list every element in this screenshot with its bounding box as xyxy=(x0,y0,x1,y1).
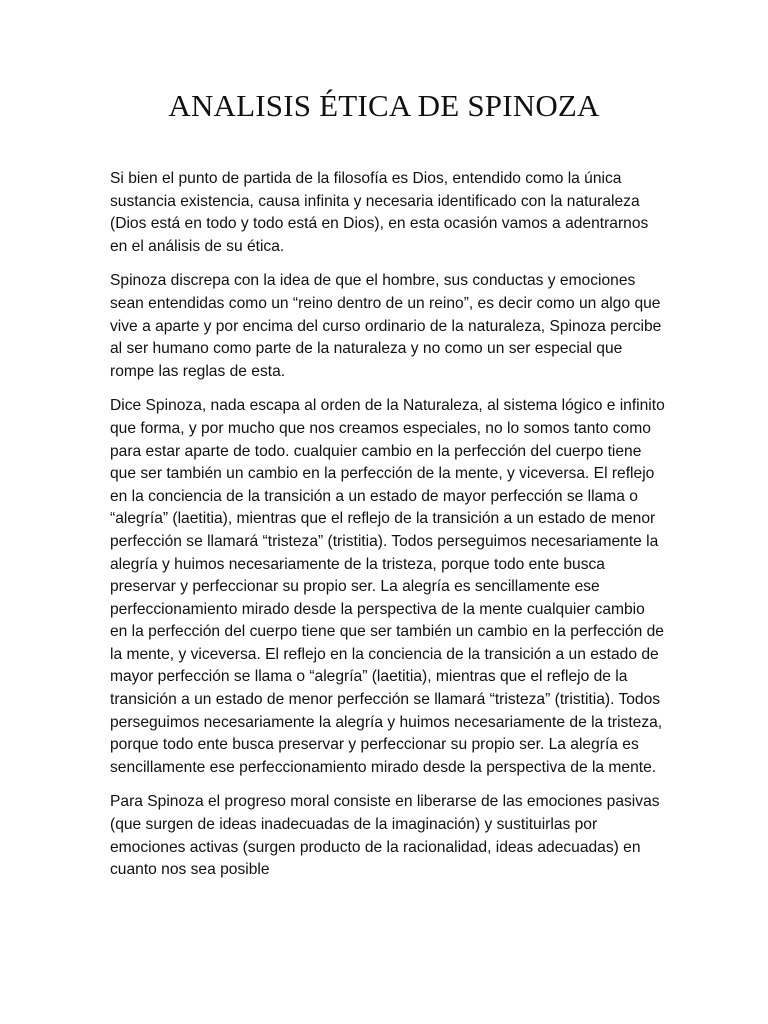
document-title: ANALISIS ÉTICA DE SPINOZA xyxy=(168,88,600,123)
paragraph-moral-progress: Para Spinoza el progreso moral consiste en liberarse de las emociones pasivas (que surgen de ideas inadecuadas de la imaginación) y sustituirlas por emociones activas (surgen producto de la racionalidad, ideas adecuadas) en cuanto nos sea posible xyxy=(110,793,660,879)
document-body xyxy=(110,168,666,894)
paragraph-emotions: Dice Spinoza, nada escapa al orden de la Naturaleza, al sistema lógico e infinito que forma, y por mucho que nos creamos especiales, no lo somos tanto como para estar aparte de todo. cualquier cambio en la perfección del cuerpo tiene que ser también un cambio en la perfección de la mente, y viceversa. El reflejo en la conciencia de la transición a un estado de mayor perfección se llama o “alegría” (laetitia), mientras que el reflejo de la transición a un estado de menor perfección se llamará “tristeza” (tristitia). Todos perseguimos necesariamente la alegría y huimos necesariamente de la tristeza, porque todo ente busca preservar y perfeccionar su propio ser. La alegría es sencillamente ese perfeccionamiento mirado desde la perspectiva de la mente cualquier cambio en la perfección del cuerpo tiene que ser también un cambio en la perfección de la mente, y viceversa. El reflejo en la conciencia de la transición a un estado de mayor perfección se llama o “alegría” (laetitia), mientras que el reflejo de la transición a un estado de menor perfección se llamará “tristeza” (tristitia). Todos perseguimos necesariamente la alegría y huimos necesariamente de la tristeza, porque todo ente busca preservar y perfeccionar su propio ser. La alegría es sencillamente ese perfeccionamiento mirado desde la perspectiva de la mente. xyxy=(110,397,665,776)
paragraph-nature: Spinoza discrepa con la idea de que el hombre, sus conductas y emociones sean entendidas como un “reino dentro de un reino”, es decir como un algo que vive a aparte y por encima del curso ordinario de la naturaleza, Spinoza percibe al ser humano como parte de la naturaleza y no como un ser especial que rompe las reglas de esta. xyxy=(110,272,662,380)
paragraph-intro: Si bien el punto de partida de la filosofía es Dios, entendido como la única sustancia existencia, causa infinita y necesaria identificado con la naturaleza (Dios está en todo y todo está en Dios), en esta ocasión vamos a adentrarnos en el análisis de su ética. xyxy=(110,170,649,255)
